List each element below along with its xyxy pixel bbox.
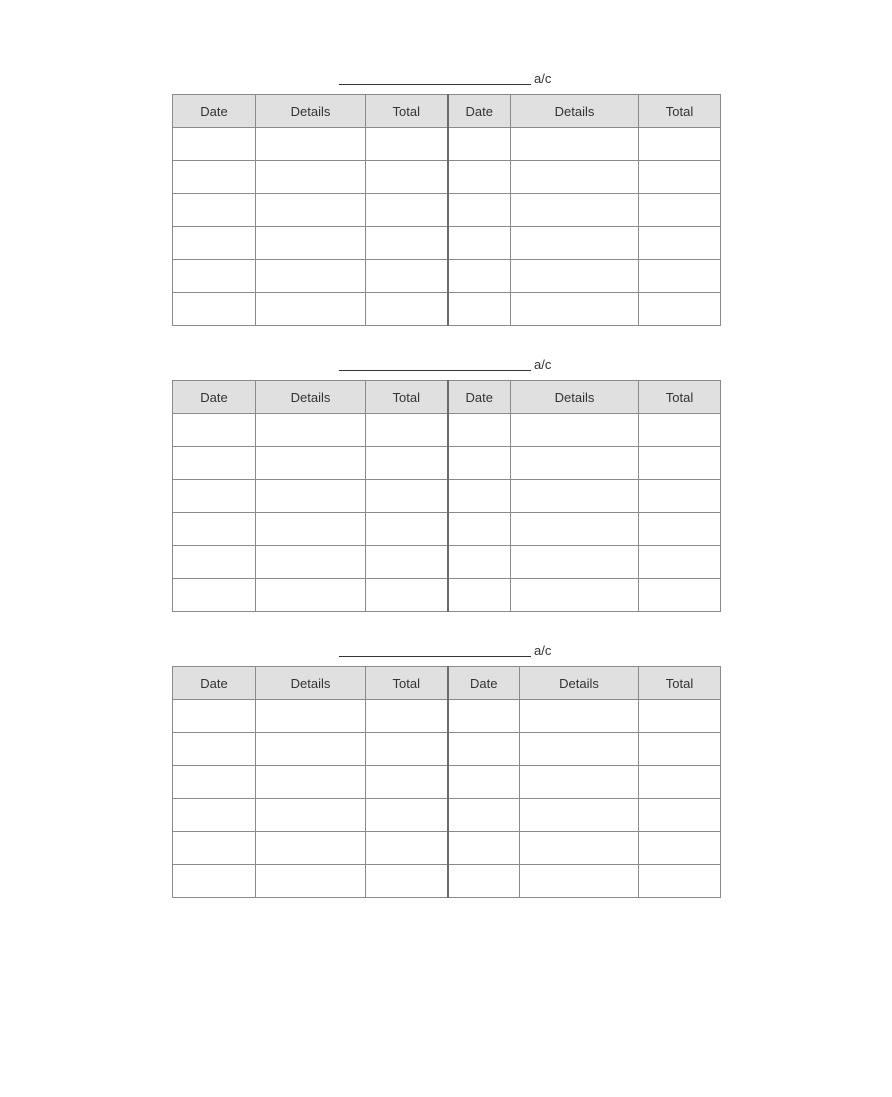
cell[interactable] [173,766,256,799]
cell[interactable] [639,832,721,865]
header-total-debit: Total [366,95,448,128]
cell[interactable] [256,513,366,546]
cell[interactable] [173,227,256,260]
cell[interactable] [366,161,448,194]
header-date-credit: Date [448,667,520,700]
cell[interactable] [511,128,639,161]
cell[interactable] [511,480,639,513]
cell[interactable] [511,260,639,293]
header-total-credit: Total [639,95,721,128]
cell[interactable] [639,546,721,579]
cell[interactable] [448,260,511,293]
cell[interactable] [511,161,639,194]
cell[interactable] [256,546,366,579]
cell[interactable] [173,194,256,227]
cell[interactable] [256,766,366,799]
cell[interactable] [366,194,448,227]
cell[interactable] [173,546,256,579]
cell[interactable] [256,865,366,898]
cell[interactable] [256,260,366,293]
cell[interactable] [173,579,256,612]
ledger-table [172,380,721,612]
cell[interactable] [366,766,448,799]
header-date-credit: Date [448,95,511,128]
header-details-credit: Details [520,667,639,700]
header-total-debit: Total [366,381,448,414]
table-row [173,480,721,513]
cell[interactable] [366,227,448,260]
table-row [173,513,721,546]
cell[interactable] [520,799,639,832]
cell[interactable] [639,766,721,799]
cell[interactable] [173,700,256,733]
cell[interactable] [448,513,511,546]
cell[interactable] [639,260,721,293]
header-row [173,95,721,128]
cell[interactable] [448,293,511,326]
table-row [173,579,721,612]
cell[interactable] [511,447,639,480]
cell[interactable] [256,293,366,326]
cell[interactable] [366,832,448,865]
cell[interactable] [173,832,256,865]
cell[interactable] [366,546,448,579]
cell[interactable] [639,733,721,766]
cell[interactable] [256,447,366,480]
cell[interactable] [448,579,511,612]
cell[interactable] [511,513,639,546]
cell[interactable] [366,447,448,480]
cell[interactable] [256,579,366,612]
cell[interactable] [639,480,721,513]
cell[interactable] [520,733,639,766]
cell[interactable] [366,260,448,293]
account-title [172,356,720,378]
cell[interactable] [173,128,256,161]
cell[interactable] [511,293,639,326]
table-row [173,832,721,865]
cell[interactable] [639,700,721,733]
cell[interactable] [511,194,639,227]
cell[interactable] [448,865,520,898]
cell[interactable] [366,733,448,766]
account-suffix: a/c [534,71,552,86]
cell[interactable] [366,414,448,447]
cell[interactable] [448,832,520,865]
cell[interactable] [639,865,721,898]
cell[interactable] [448,766,520,799]
cell[interactable] [639,293,721,326]
cell[interactable] [448,161,511,194]
cell[interactable] [639,128,721,161]
cell[interactable] [520,766,639,799]
cell[interactable] [366,865,448,898]
cell[interactable] [256,700,366,733]
cell[interactable] [173,733,256,766]
cell[interactable] [639,447,721,480]
cell[interactable] [639,799,721,832]
account-name-blank[interactable] [339,370,531,371]
table-row [173,766,721,799]
cell[interactable] [366,700,448,733]
account-suffix: a/c [534,357,552,372]
table-row [173,260,721,293]
table-row [173,227,721,260]
cell[interactable] [448,447,511,480]
header-row [173,667,721,700]
cell[interactable] [173,293,256,326]
cell[interactable] [639,194,721,227]
header-date-debit: Date [173,95,256,128]
account-name-blank[interactable] [339,84,531,85]
cell[interactable] [256,227,366,260]
account-suffix: a/c [534,643,552,658]
header-details-debit: Details [256,381,366,414]
cell[interactable] [448,227,511,260]
account-title [172,70,720,92]
cell[interactable] [173,260,256,293]
cell[interactable] [448,194,511,227]
cell[interactable] [639,414,721,447]
cell[interactable] [511,546,639,579]
cell[interactable] [173,799,256,832]
cell[interactable] [366,799,448,832]
cell[interactable] [256,480,366,513]
cell[interactable] [256,194,366,227]
cell[interactable] [256,414,366,447]
table-row [173,733,721,766]
account-title [172,642,720,664]
table-row [173,799,721,832]
cell[interactable] [366,513,448,546]
header-details-debit: Details [256,95,366,128]
cell[interactable] [511,579,639,612]
cell[interactable] [448,128,511,161]
cell[interactable] [448,480,511,513]
cell[interactable] [256,733,366,766]
cell[interactable] [366,480,448,513]
table-row [173,447,721,480]
header-details-debit: Details [256,667,366,700]
cell[interactable] [511,227,639,260]
table-row [173,546,721,579]
header-row [173,381,721,414]
cell[interactable] [511,414,639,447]
cell[interactable] [520,700,639,733]
header-details-credit: Details [511,95,639,128]
account-name-blank[interactable] [339,656,531,657]
cell[interactable] [256,832,366,865]
cell[interactable] [448,546,511,579]
cell[interactable] [256,128,366,161]
cell[interactable] [639,579,721,612]
header-total-debit: Total [366,667,448,700]
table-row [173,128,721,161]
cell[interactable] [256,161,366,194]
cell[interactable] [639,227,721,260]
cell[interactable] [256,799,366,832]
cell[interactable] [173,480,256,513]
header-total-credit: Total [639,667,721,700]
cell[interactable] [448,700,520,733]
header-date-debit: Date [173,667,256,700]
cell[interactable] [173,161,256,194]
table-row [173,194,721,227]
header-total-credit: Total [639,381,721,414]
cell[interactable] [520,865,639,898]
cell[interactable] [173,414,256,447]
table-row [173,865,721,898]
cell[interactable] [639,513,721,546]
cell[interactable] [448,733,520,766]
table-row [173,414,721,447]
header-date-debit: Date [173,381,256,414]
ledger-table [172,94,721,326]
cell[interactable] [366,128,448,161]
cell[interactable] [366,579,448,612]
cell[interactable] [173,447,256,480]
table-row [173,700,721,733]
cell[interactable] [639,161,721,194]
cell[interactable] [366,293,448,326]
table-row [173,293,721,326]
cell[interactable] [448,414,511,447]
ledger-table [172,666,721,898]
cell[interactable] [520,832,639,865]
cell[interactable] [173,865,256,898]
cell[interactable] [448,799,520,832]
cell[interactable] [173,513,256,546]
table-row [173,161,721,194]
header-date-credit: Date [448,381,511,414]
header-details-credit: Details [511,381,639,414]
